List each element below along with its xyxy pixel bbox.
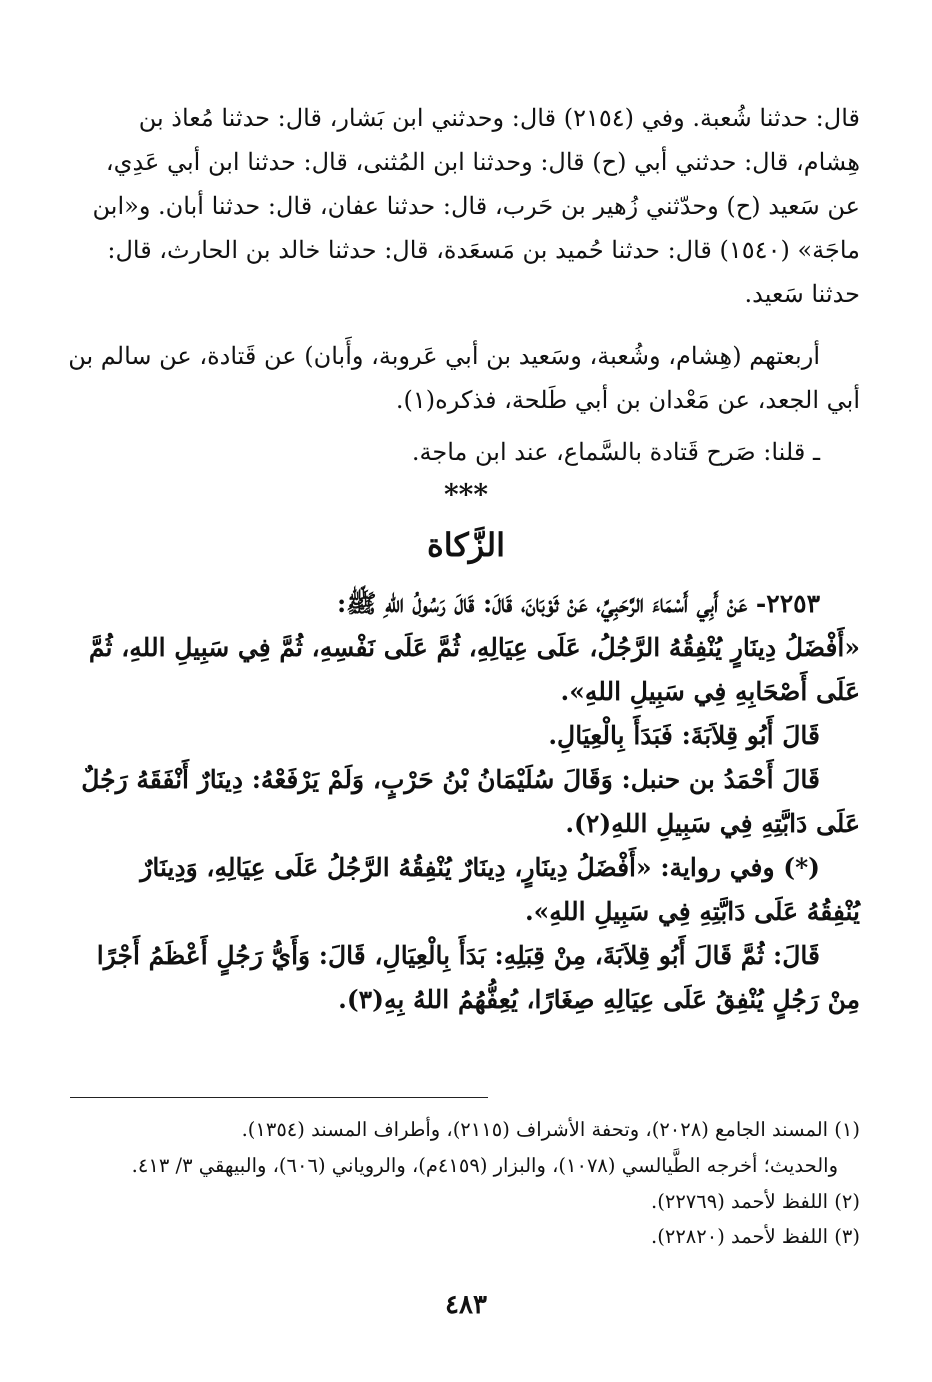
grading-note — [70, 430, 860, 474]
hadith-number-line: ٢٢٥٣- عَنْ أَبِي أَسْمَاءَ الرَّحَبِيِّ، عَنْ ثَوْبَانَ، قَالَ: قَالَ رَسُولُ اللهِ ﷺ: — [336, 589, 820, 618]
text-line: يُنْفِقُهُ عَلَى دَابَّتِهِ فِي سَبِيلِ اللهِ». — [524, 897, 860, 926]
text-line: «أَفْضَلُ دِينَارٍ يُنْفِقُهُ الرَّجُلُ، عَلَى عِيَالِهِ، ثُمَّ عَلَى نَفْسِهِ، ثُمَّ فِي سَبِيلِ اللهِ، ثُمَّ — [88, 633, 860, 662]
footnote-2: (٢) اللفظ لأحمد (٢٢٧٦٩). — [651, 1190, 860, 1213]
footnote-3: (٣) اللفظ لأحمد (٢٢٨٢٠). — [651, 1225, 860, 1248]
footnote-separator — [70, 1097, 488, 1098]
narrators-paragraph — [70, 334, 860, 422]
text-line: عن سَعيد (ح) وحدّثني زُهير بن حَرب، قال: حدثنا عفان، قال: حدثنا أبان. و«ابن — [92, 192, 860, 220]
section-title: الزَّكاة — [426, 526, 506, 564]
text-line: قَالَ أَبُو قِلاَبَةَ: فَبَدَأَ بِالْعِيَالِ. — [548, 721, 820, 750]
text-line: ماجَة» (١٥٤٠) قال: حدثنا حُميد بن مَسعَدة، قال: حدثنا خالد بن الحارث، قال: — [107, 236, 860, 264]
text-line: قَالَ: ثُمَّ قَالَ أَبُو قِلاَبَةَ، مِنْ قِبَلِهِ: بَدَأَ بِالْعِيَالِ، قَالَ: وَأَيُّ رَجُلٍ أَعْظَمُ أَجْرًا — [96, 941, 820, 970]
text-line: قال: حدثنا شُعبة. وفي (٢١٥٤) قال: وحدثني ابن بَشار، قال: حدثنا مُعاذ بن — [138, 104, 860, 132]
text-line: أربعتهم (هِشام، وشُعبة، وسَعيد بن أبي عَروبة، وأَبان) عن قَتادة، عن سالم بن — [68, 342, 820, 370]
text-line: هِشام، قال: حدثني أبي (ح) قال: وحدثنا ابن المُثنى، قال: حدثنا ابن أبي عَدِي، — [105, 148, 860, 176]
text-line: مِنْ رَجُلٍ يُنْفِقُ عَلَى عِيَالِهِ صِغَارًا، يُعِفُّهُمُ اللهُ بِهِ(٣). — [338, 985, 860, 1014]
text-line: ـ قلنا: صَرح قَتادة بالسَّماع، عند ابن ماجة. — [411, 438, 820, 466]
text-line: (*) وفي رواية: «أَفْضَلُ دِينَارٍ، دِينَارٌ يُنْفِقُهُ الرَّجُلُ عَلَى عِيَالِهِ، وَدِينَارٌ — [140, 853, 820, 882]
text-line: حدثنا سَعيد. — [744, 280, 860, 308]
text-line: أبي الجعد، عن مَعْدان بن أبي طَلحة، فذكره(١). — [395, 386, 860, 414]
section-separator-stars: *** — [444, 478, 488, 511]
footnote-1: (١) المسند الجامع (٢٠٢٨)، وتحفة الأشراف (٢١١٥)، وأطراف المسند (١٣٥٤). — [241, 1118, 860, 1141]
isnad-paragraph — [70, 96, 860, 316]
text-line: قَالَ أَحْمَدُ بن حنبل: وَقَالَ سُلَيْمَانُ بْنُ حَرْبٍ، وَلَمْ يَرْفَعْهُ: دِينَارٌ أَنْفَقَهُ رَجُلٌ — [81, 765, 820, 794]
text-line: عَلَى أَصْحَابِهِ فِي سَبِيلِ اللهِ». — [560, 677, 860, 706]
hadith-text — [70, 582, 860, 1022]
page-number: ٤٨٣ — [445, 1290, 487, 1320]
text-line: عَلَى دَابَّتِهِ فِي سَبِيلِ اللهِ(٢). — [565, 809, 860, 838]
footnote-1-continuation: والحديث؛ أخرجه الطَّيالسي (١٠٧٨)، والبزار (٤١٥٩م)، والروياني (٦٠٦)، والبيهقي ٣/ ٤١٣. — [131, 1154, 838, 1177]
